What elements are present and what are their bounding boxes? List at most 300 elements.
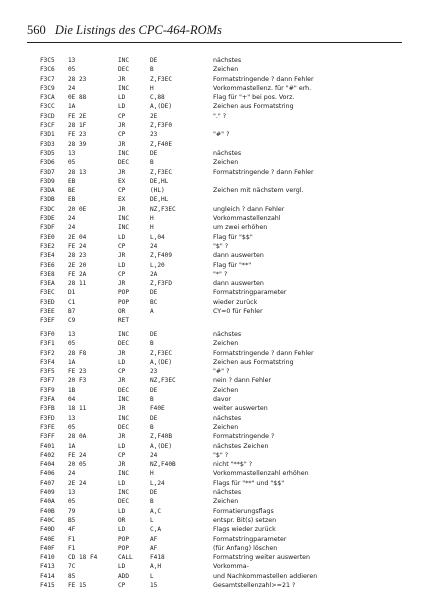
listing-operand: L,24	[150, 479, 165, 487]
listing-address: F3EE	[40, 308, 55, 316]
listing-operand: Z,F3FD	[150, 280, 173, 288]
listing-comment: Formatierungsflags	[213, 507, 274, 515]
listing-comment: dann auswerten	[213, 280, 264, 288]
listing-mnemonic: INC	[118, 489, 130, 497]
listing-comment: und Nachkommastellen addieren	[213, 572, 318, 580]
listing-address: F3CC	[40, 103, 55, 111]
listing-comment: Zeichen	[213, 159, 239, 167]
listing-address: F3E2	[40, 242, 55, 250]
listing-operand: DE,HL	[150, 196, 169, 204]
listing-row	[0, 112, 422, 121]
listing-operand: Z,F3EC	[150, 168, 173, 176]
listing-address: F3FB	[40, 405, 55, 413]
listing-row	[0, 279, 422, 288]
listing-mnemonic: LD	[118, 261, 126, 269]
listing-mnemonic: EX	[118, 196, 126, 204]
listing-block-1	[0, 56, 422, 326]
listing-address: F415	[40, 582, 55, 590]
listing-comment: (für Anfang) löschen	[213, 544, 278, 552]
listing-row	[0, 205, 422, 214]
listing-operand: (HL)	[150, 187, 165, 195]
listing-operand: F40E	[150, 405, 165, 413]
listing-address: F3E6	[40, 261, 55, 269]
listing-hex-bytes: 24	[68, 84, 76, 92]
listing-row	[0, 451, 422, 460]
listing-comment: nächstes	[213, 489, 242, 497]
listing-hex-bytes: 05	[68, 423, 76, 431]
listing-operand: A,C	[150, 507, 162, 515]
listing-comment: Flag für "**"	[213, 261, 252, 269]
listing-operand: F418	[150, 554, 165, 562]
listing-operand: 23	[150, 368, 158, 376]
listing-comment: Zeichen aus Formatstring	[213, 358, 294, 366]
listing-address: F410	[40, 554, 55, 562]
listing-hex-bytes: 28 0A	[68, 433, 87, 441]
listing-hex-bytes: 24	[68, 215, 76, 223]
listing-row	[0, 65, 422, 74]
listing-row	[0, 316, 422, 325]
listing-mnemonic: DEC	[118, 498, 130, 506]
listing-comment: nächstes	[213, 414, 242, 422]
listing-comment: Formatstringende ? dann Fehler	[213, 349, 314, 357]
listing-row	[0, 395, 422, 404]
listing-comment: Flag für "$$"	[213, 233, 253, 241]
listing-address: F40F	[40, 544, 55, 552]
listing-mnemonic: CP	[118, 582, 126, 590]
listing-mnemonic: CP	[118, 131, 126, 139]
listing-address: F402	[40, 451, 55, 459]
listing-mnemonic: LD	[118, 103, 126, 111]
listing-operand: A,H	[150, 563, 162, 571]
listing-address: F3EC	[40, 289, 55, 297]
listing-comment: Flag für "+" bei pos. Vorz.	[213, 94, 295, 102]
listing-hex-bytes: 1A	[68, 442, 76, 450]
listing-address: F413	[40, 563, 55, 571]
listing-row	[0, 423, 422, 432]
listing-comment: wieder zurück	[213, 298, 258, 306]
listing-row	[0, 581, 422, 590]
listing-row	[0, 516, 422, 525]
listing-comment: "$" ?	[213, 451, 229, 459]
listing-row	[0, 525, 422, 534]
listing-address: F414	[40, 572, 55, 580]
listing-operand: H	[150, 84, 154, 92]
listing-mnemonic: JR	[118, 433, 126, 441]
page-title: Die Listings des CPC-464-ROMs	[54, 23, 222, 37]
listing-row	[0, 488, 422, 497]
listing-row	[0, 214, 422, 223]
listing-hex-bytes: 0E 88	[68, 94, 87, 102]
listing-hex-bytes: 28 23	[68, 252, 87, 260]
page-header	[27, 20, 402, 40]
listing-comment: "#" ?	[213, 131, 230, 139]
listing-comment: CY=0 für Fehler	[213, 308, 263, 316]
listing-row	[0, 270, 422, 279]
listing-address: F3E4	[40, 252, 55, 260]
listing-mnemonic: JR	[118, 122, 126, 130]
listing-operand: BC	[150, 298, 158, 306]
listing-mnemonic: DEC	[118, 159, 130, 167]
listing-operand: DE	[150, 149, 158, 157]
listing-operand: B	[150, 396, 154, 404]
listing-comment: "#" ?	[213, 368, 230, 376]
listing-operand: A	[150, 308, 154, 316]
listing-comment: Zeichen	[213, 423, 239, 431]
listing-row	[0, 288, 422, 297]
listing-hex-bytes: 28 13	[68, 168, 87, 176]
listing-address: F3F9	[40, 386, 55, 394]
listing-address: F3DA	[40, 187, 55, 195]
listing-mnemonic: CALL	[118, 554, 133, 562]
listing-row	[0, 414, 422, 423]
listing-comment: Formatstringparameter	[213, 289, 287, 297]
listing-comment: davor	[213, 396, 232, 404]
listing-address: F3FE	[40, 423, 55, 431]
listing-address: F40A	[40, 498, 55, 506]
listing-operand: Z,F3EC	[150, 349, 173, 357]
listing-mnemonic: POP	[118, 544, 130, 552]
listing-mnemonic: OR	[118, 308, 126, 316]
listing-row	[0, 75, 422, 84]
listing-comment: nächstes	[213, 149, 242, 157]
listing-comment: entspr. Bit(s) setzen	[213, 516, 277, 524]
listing-mnemonic: EX	[118, 177, 126, 185]
listing-mnemonic: INC	[118, 84, 130, 92]
listing-mnemonic: CP	[118, 451, 126, 459]
listing-hex-bytes: BE	[68, 187, 76, 195]
listing-address: F3C5	[40, 57, 55, 64]
listing-comment: Zeichen	[213, 340, 239, 348]
listing-address: F3F2	[40, 349, 55, 357]
listing-operand: C,88	[150, 94, 165, 102]
listing-hex-bytes: C9	[68, 317, 76, 325]
listing-hex-bytes: 28 1F	[68, 122, 87, 130]
listing-hex-bytes: F1	[68, 535, 76, 543]
listing-mnemonic: LD	[118, 233, 126, 241]
listing-mnemonic: JR	[118, 252, 126, 260]
listing-row	[0, 223, 422, 232]
listing-address: F3F0	[40, 331, 55, 338]
listing-address: F3EA	[40, 280, 55, 288]
listing-operand: H	[150, 215, 154, 223]
listing-row	[0, 442, 422, 451]
listing-mnemonic: CP	[118, 270, 126, 278]
listing-comment: weiter auswerten	[213, 405, 268, 413]
listing-operand: NZ,F3EC	[150, 205, 176, 213]
listing-operand: Z,F3F0	[150, 122, 173, 130]
listing-operand: B	[150, 159, 154, 167]
listing-operand: A,(DE)	[150, 103, 173, 111]
listing-operand: Z,F3EC	[150, 75, 173, 83]
listing-row	[0, 168, 422, 177]
listing-mnemonic: JR	[118, 280, 126, 288]
listing-hex-bytes: FE 15	[68, 582, 87, 590]
listing-row	[0, 261, 422, 270]
listing-hex-bytes: D1	[68, 289, 76, 297]
listing-row	[0, 56, 422, 65]
listing-operand: A,(DE)	[150, 442, 173, 450]
listing-row	[0, 349, 422, 358]
listing-operand: DE	[150, 57, 158, 64]
listing-row	[0, 186, 422, 195]
listing-mnemonic: POP	[118, 535, 130, 543]
listing-mnemonic: CP	[118, 368, 126, 376]
listing-address: F404	[40, 461, 55, 469]
listing-address: F3DE	[40, 215, 55, 223]
listing-address: F401	[40, 442, 55, 450]
listing-mnemonic: LD	[118, 526, 126, 534]
listing-row	[0, 386, 422, 395]
listing-hex-bytes: 79	[68, 507, 76, 515]
listing-comment: Zeichen aus Formatstring	[213, 103, 294, 111]
listing-mnemonic: JR	[118, 75, 126, 83]
listing-comment: Gesamtstellenzahl>=21 ?	[213, 582, 296, 590]
listing-row	[0, 93, 422, 102]
listing-operand: DE	[150, 489, 158, 497]
listing-row	[0, 121, 422, 130]
listing-address: F40D	[40, 526, 55, 534]
listing-operand: C,A	[150, 526, 162, 534]
listing-comment: Zeichen	[213, 66, 239, 74]
listing-mnemonic: INC	[118, 396, 130, 404]
listing-comment: Formatstringende ? dann Fehler	[213, 168, 314, 176]
listing-address: F3D3	[40, 140, 55, 148]
listing-hex-bytes: FE 2A	[68, 270, 87, 278]
listing-row	[0, 84, 422, 93]
listing-hex-bytes: 1B	[68, 386, 76, 394]
listing-row	[0, 544, 422, 553]
listing-hex-bytes: FE 23	[68, 368, 87, 376]
listing-address: F409	[40, 489, 55, 497]
listing-row	[0, 102, 422, 111]
listing-row	[0, 358, 422, 367]
listing-hex-bytes: 20 F3	[68, 377, 87, 385]
listing-comment: Vorkommastellenzahl	[213, 215, 281, 223]
listing-mnemonic: INC	[118, 414, 130, 422]
listing-operand: NZ,F3EC	[150, 377, 176, 385]
listing-operand: L,20	[150, 261, 165, 269]
listing-mnemonic: DEC	[118, 66, 130, 74]
listing-address: F3ED	[40, 298, 55, 306]
listing-mnemonic: RET	[118, 317, 130, 325]
listing-operand: DE	[150, 414, 158, 422]
listing-hex-bytes: 28 39	[68, 140, 87, 148]
listing-operand: 2A	[150, 270, 158, 278]
listing-comment: dann auswerten	[213, 252, 264, 260]
listing-operand: DE	[150, 386, 158, 394]
listing-hex-bytes: 24	[68, 470, 76, 478]
listing-hex-bytes: 05	[68, 66, 76, 74]
listing-mnemonic: JR	[118, 405, 126, 413]
listing-address: F3C6	[40, 66, 55, 74]
listing-operand: DE,HL	[150, 177, 169, 185]
listing-row	[0, 307, 422, 316]
listing-address: F3E8	[40, 270, 55, 278]
listing-comment: "." ?	[213, 112, 227, 120]
listing-comment: "*" ?	[213, 270, 228, 278]
listing-row	[0, 233, 422, 242]
listing-address: F40E	[40, 535, 55, 543]
listing-address: F3C7	[40, 75, 55, 83]
listing-operand: B	[150, 423, 154, 431]
listing-mnemonic: DEC	[118, 340, 130, 348]
listing-mnemonic: INC	[118, 149, 130, 157]
listing-operand: 2E	[150, 112, 158, 120]
listing-hex-bytes: FE 23	[68, 131, 87, 139]
listing-comment: nächstes	[213, 57, 242, 64]
listing-operand: Z,F409	[150, 252, 173, 260]
listing-row	[0, 330, 422, 339]
listing-mnemonic: JR	[118, 140, 126, 148]
listing-mnemonic: LD	[118, 94, 126, 102]
listing-mnemonic: LD	[118, 358, 126, 366]
listing-comment: nächstes	[213, 331, 242, 338]
listing-operand: B	[150, 66, 154, 74]
listing-address: F3CF	[40, 122, 55, 130]
listing-operand: A,(DE)	[150, 358, 173, 366]
listing-row	[0, 535, 422, 544]
listing-row	[0, 298, 422, 307]
listing-address: F406	[40, 470, 55, 478]
listing-hex-bytes: 2E 20	[68, 261, 87, 269]
listing-row	[0, 404, 422, 413]
listing-address: F3DC	[40, 205, 55, 213]
listing-mnemonic: LD	[118, 507, 126, 515]
listing-operand: L	[150, 516, 154, 524]
listing-operand: DE	[150, 331, 158, 338]
listing-comment: Formatstringende ? dann Fehler	[213, 75, 314, 83]
listing-operand: 24	[150, 242, 158, 250]
listing-operand: H	[150, 470, 154, 478]
listing-row	[0, 479, 422, 488]
listing-address: F3FF	[40, 433, 55, 441]
listing-hex-bytes: 28 23	[68, 75, 87, 83]
listing-mnemonic: JR	[118, 168, 126, 176]
listing-hex-bytes: 13	[68, 331, 76, 338]
listing-address: F3DF	[40, 224, 55, 232]
listing-mnemonic: JR	[118, 349, 126, 357]
listing-hex-bytes: 2E 24	[68, 479, 87, 487]
listing-mnemonic: LD	[118, 442, 126, 450]
listing-address: F3D9	[40, 177, 55, 185]
listing-comment: Flags für "**" und "$$"	[213, 479, 285, 487]
listing-address: F40C	[40, 516, 55, 524]
listing-hex-bytes: 13	[68, 149, 76, 157]
listing-hex-bytes: 05	[68, 498, 76, 506]
listing-hex-bytes: C1	[68, 298, 76, 306]
listing-comment: Zeichen	[213, 498, 239, 506]
listing-address: F3C9	[40, 84, 55, 92]
listing-comment: Formatstring weiter auswerten	[213, 554, 311, 562]
listing-operand: NZ,F40B	[150, 461, 176, 469]
listing-row	[0, 572, 422, 581]
listing-row	[0, 497, 422, 506]
listing-row	[0, 149, 422, 158]
listing-hex-bytes: FE 2E	[68, 112, 87, 120]
listing-operand: 24	[150, 451, 158, 459]
listing-operand: DE	[150, 289, 158, 297]
header-rule	[27, 42, 402, 43]
listing-hex-bytes: 85	[68, 572, 76, 580]
listing-address: F3D6	[40, 159, 55, 167]
listing-comment: "$" ?	[213, 242, 229, 250]
listing-address: F3CD	[40, 112, 55, 120]
listing-hex-bytes: 13	[68, 489, 76, 497]
listing-address: F3D1	[40, 131, 55, 139]
listing-address: F3F5	[40, 368, 55, 376]
listing-comment: nicht "**$" ?	[213, 461, 253, 469]
listing-block-2	[0, 330, 422, 590]
listing-operand: L,04	[150, 233, 165, 241]
listing-row	[0, 553, 422, 562]
listing-comment: Vorkomma-	[213, 563, 249, 571]
listing-comment: nächstes Zeichen	[213, 442, 269, 450]
listing-row	[0, 195, 422, 204]
listing-hex-bytes: 20 05	[68, 461, 87, 469]
listing-row	[0, 562, 422, 571]
listing-hex-bytes: 05	[68, 159, 76, 167]
listing-address: F3E0	[40, 233, 55, 241]
listing-mnemonic: LD	[118, 479, 126, 487]
listing-row	[0, 460, 422, 469]
listing-row	[0, 469, 422, 478]
listing-row	[0, 367, 422, 376]
listing-mnemonic: INC	[118, 470, 130, 478]
listing-mnemonic: POP	[118, 298, 130, 306]
listing-address: F3D5	[40, 149, 55, 157]
listing-comment: Formatstringparameter	[213, 535, 287, 543]
listing-comment: Vorkommastellenz. für "#" erh.	[213, 84, 312, 92]
listing-address: F3D7	[40, 168, 55, 176]
listing-hex-bytes: 28 F8	[68, 349, 87, 357]
listing-mnemonic: DEC	[118, 386, 130, 394]
listing-row	[0, 507, 422, 516]
listing-operand: 23	[150, 131, 158, 139]
listing-mnemonic: CP	[118, 112, 126, 120]
listing-hex-bytes: 24	[68, 224, 76, 232]
listing-address: F3DB	[40, 196, 55, 204]
listing-hex-bytes: CD 18 F4	[68, 554, 98, 562]
listing-operand: B	[150, 498, 154, 506]
listing-hex-bytes: EB	[68, 196, 76, 204]
listing-address: F3FA	[40, 396, 55, 404]
listing-operand: Z,F40E	[150, 140, 173, 148]
listing-row	[0, 130, 422, 139]
listing-hex-bytes: 20 0E	[68, 205, 87, 213]
page-number: 560	[27, 23, 46, 37]
listing-row	[0, 140, 422, 149]
listing-hex-bytes: FE 24	[68, 451, 87, 459]
listing-mnemonic: CP	[118, 187, 126, 195]
listing-comment: Vorkommastellenzahl erhöhen	[213, 470, 309, 478]
listing-hex-bytes: 13	[68, 414, 76, 422]
listing-address: F407	[40, 479, 55, 487]
listing-comment: ungleich ? dann Fehler	[213, 205, 285, 213]
listing-mnemonic: INC	[118, 57, 130, 64]
listing-hex-bytes: 1A	[68, 103, 76, 111]
listing-comment: Zeichen mit nächstem vergl.	[213, 187, 304, 195]
listing-hex-bytes: 1A	[68, 358, 76, 366]
listing-address: F3F4	[40, 358, 55, 366]
listing-operand: AF	[150, 535, 158, 543]
listing-hex-bytes: EB	[68, 177, 76, 185]
listing-address: F3F7	[40, 377, 55, 385]
listing-address: F3CA	[40, 94, 55, 102]
listing-mnemonic: DEC	[118, 423, 130, 431]
listing-row	[0, 251, 422, 260]
listing-hex-bytes: 2E 04	[68, 233, 87, 241]
listing-address: F3FD	[40, 414, 55, 422]
